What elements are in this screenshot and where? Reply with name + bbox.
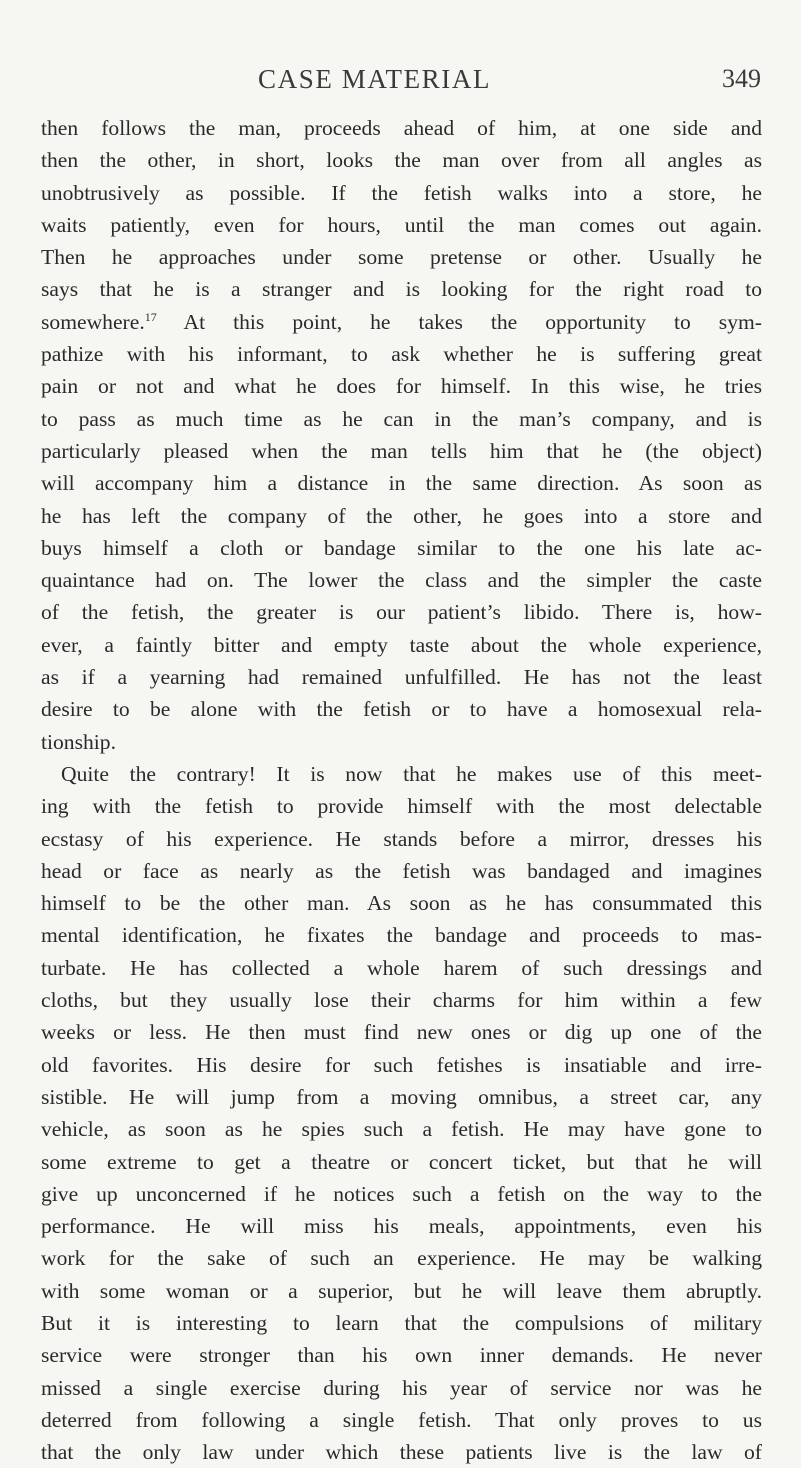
text-line: himself to be the other man. As soon as he has consummated this xyxy=(41,891,762,916)
paragraph-1 xyxy=(41,112,762,758)
text-line: missed a single exercise during his year of service nor was he xyxy=(41,1375,762,1400)
text-line: cloths, but they usually lose their charms for him within a few xyxy=(41,988,762,1013)
text-line: some extreme to get a theatre or concert ticket, but that he will xyxy=(41,1149,762,1174)
text-line: to pass as much time as he can in the man’s company, and is xyxy=(41,406,762,431)
text-line: will accompany him a distance in the same direction. As soon as xyxy=(41,471,762,496)
text-line: waits patiently, even for hours, until the man comes out again. xyxy=(41,212,762,237)
text-line: unobtrusively as possible. If the fetish walks into a store, he xyxy=(41,180,762,205)
text-line: sistible. He will jump from a moving omnibus, a street car, any xyxy=(41,1084,762,1109)
text-segment: somewhere. xyxy=(41,309,145,334)
text-line: Quite the contrary! It is now that he makes use of this meet- xyxy=(61,761,762,786)
text-segment: At this point, he takes the opportunity to sym- xyxy=(156,309,762,334)
text-line: work for the sake of such an experience. He may be walking xyxy=(41,1246,762,1271)
text-line: Then he approaches under some pretense or other. Usually he xyxy=(41,245,762,270)
text-line: says that he is a stranger and is looking for the right road to xyxy=(41,277,762,302)
text-line: deterred from following a single fetish. That only proves to us xyxy=(41,1407,762,1432)
running-head xyxy=(0,64,801,104)
text-line: ecstasy of his experience. He stands before a mirror, dresses his xyxy=(41,826,762,851)
text-line-with-footnote xyxy=(41,306,762,338)
text-line: vehicle, as soon as he spies such a fetish. He may have gone to xyxy=(41,1117,762,1142)
text-line: with some woman or a superior, but he will leave them abruptly. xyxy=(41,1278,762,1303)
text-line: head or face as nearly as the fetish was bandaged and imagines xyxy=(41,858,762,883)
text-line: he has left the company of the other, he goes into a store and xyxy=(41,503,762,528)
text-line: pain or not and what he does for himself. In this wise, he tries xyxy=(41,374,762,399)
text-line: that the only law under which these patients live is the law of xyxy=(41,1440,762,1465)
running-title: CASE MATERIAL xyxy=(258,64,492,94)
text-line: turbate. He has collected a whole harem of such dressings and xyxy=(41,955,762,980)
body-text xyxy=(41,112,762,1468)
text-line: pathize with his informant, to ask whether he is suffering great xyxy=(41,342,762,367)
text-line: performance. He will miss his meals, appointments, even his xyxy=(41,1214,762,1239)
text-line: desire to be alone with the fetish or to have a homosexual rela- xyxy=(41,697,762,722)
text-line: ever, a faintly bitter and empty taste about the whole experience, xyxy=(41,632,762,657)
text-line: old favorites. His desire for such fetishes is insatiable and irre- xyxy=(41,1052,762,1077)
text-line: ing with the fetish to provide himself with the most delectable xyxy=(41,794,762,819)
footnote-ref: 17 xyxy=(144,309,157,324)
text-line: quaintance had on. The lower the class and the simpler the caste xyxy=(41,568,762,593)
text-line: mental identification, he fixates the bandage and proceeds to mas- xyxy=(41,923,762,948)
text-line: buys himself a cloth or bandage similar to the one his late ac- xyxy=(41,535,762,560)
text-line: give up unconcerned if he notices such a fetish on the way to the xyxy=(41,1181,762,1206)
text-line: particularly pleased when the man tells him that he (the object) xyxy=(41,438,762,463)
text-line: of the fetish, the greater is our patient’s libido. There is, how- xyxy=(41,600,762,625)
page-number: 349 xyxy=(722,64,761,93)
text-line: as if a yearning had remained unfulfilled. He has not the least xyxy=(41,665,762,690)
text-line: service were stronger than his own inner demands. He never xyxy=(41,1343,762,1368)
text-line: tionship. xyxy=(41,729,116,754)
text-line: But it is interesting to learn that the compulsions of military xyxy=(41,1310,762,1335)
text-line: then follows the man, proceeds ahead of him, at one side and xyxy=(41,116,762,140)
text-line: then the other, in short, looks the man over from all angles as xyxy=(41,148,762,173)
text-line: weeks or less. He then must find new ones or dig up one of the xyxy=(41,1020,762,1045)
paragraph-2 xyxy=(41,758,762,1468)
